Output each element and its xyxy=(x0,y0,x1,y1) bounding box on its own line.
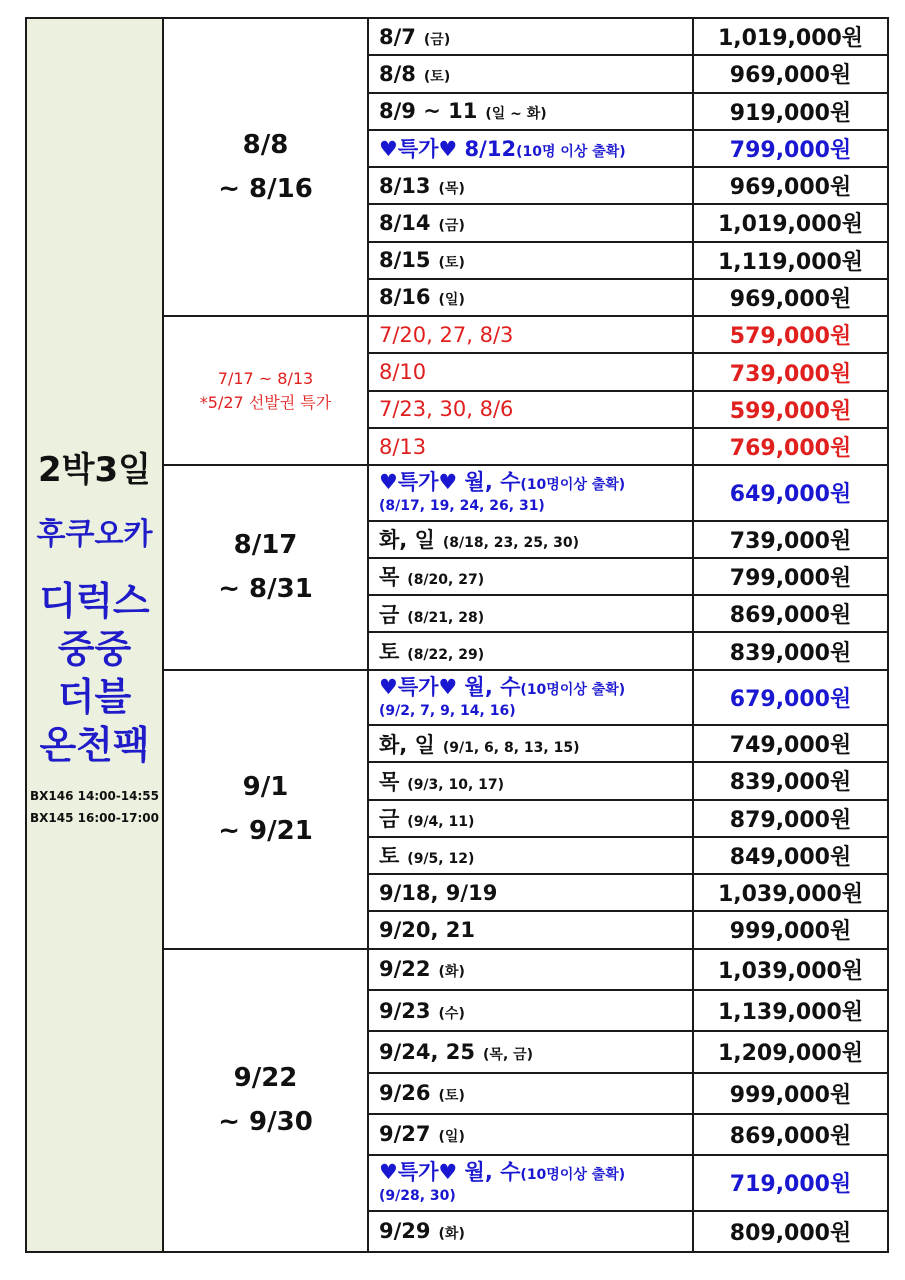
date-cell: 화, 일 (9/1, 6, 8, 13, 15) xyxy=(368,725,693,762)
date-cell: 9/24, 25 (목, 금) xyxy=(368,1031,693,1072)
date-cell: 9/27 (일) xyxy=(368,1114,693,1155)
period-cell: 7/17 ~ 8/13 *5/27 선발권 특가 xyxy=(163,316,368,465)
price-cell: 919,000원 xyxy=(693,93,888,130)
package-name: 디럭스 중중 더블 온천팩 xyxy=(39,578,150,767)
heart-icon: ♥ xyxy=(438,470,458,495)
price-cell: 1,039,000원 xyxy=(693,874,888,911)
heart-icon: ♥ xyxy=(438,137,458,162)
date-cell: 9/18, 9/19 xyxy=(368,874,693,911)
date-cell: 8/8 (토) xyxy=(368,55,693,92)
package-info-cell xyxy=(26,18,163,1252)
date-cell: 7/23, 30, 8/6 xyxy=(368,391,693,428)
price-cell: 799,000원 xyxy=(693,130,888,167)
date-cell: 토 (8/22, 29) xyxy=(368,632,693,669)
date-cell: 금 (8/21, 28) xyxy=(368,595,693,632)
date-cell: 8/15 (토) xyxy=(368,242,693,279)
heart-icon: ♥ xyxy=(438,674,458,699)
price-cell: 869,000원 xyxy=(693,595,888,632)
price-cell: 969,000원 xyxy=(693,279,888,316)
price-cell: 799,000원 xyxy=(693,558,888,595)
price-cell: 749,000원 xyxy=(693,725,888,762)
price-cell: 1,019,000원 xyxy=(693,204,888,241)
price-cell: 849,000원 xyxy=(693,837,888,874)
heart-icon: ♥ xyxy=(438,1160,458,1185)
price-cell: 1,139,000원 xyxy=(693,990,888,1031)
duration-label: 2박3일 xyxy=(37,449,152,490)
price-cell: 1,119,000원 xyxy=(693,242,888,279)
heart-icon: ♥ xyxy=(379,1160,398,1185)
date-cell: 8/14 (금) xyxy=(368,204,693,241)
price-cell: 999,000원 xyxy=(693,1073,888,1114)
price-cell: 1,209,000원 xyxy=(693,1031,888,1072)
price-cell: 839,000원 xyxy=(693,632,888,669)
price-cell: 869,000원 xyxy=(693,1114,888,1155)
date-cell: 8/7 (금) xyxy=(368,18,693,55)
special-date-cell: ♥특가♥ 8/12(10명 이상 출확) xyxy=(368,130,693,167)
price-cell: 719,000원 xyxy=(693,1155,888,1210)
period-cell: 9/1 ~ 9/21 xyxy=(163,670,368,949)
date-cell: 9/22 (화) xyxy=(368,949,693,990)
date-cell: 8/9 ~ 11 (일 ~ 화) xyxy=(368,93,693,130)
price-cell: 739,000원 xyxy=(693,353,888,390)
date-cell: 9/20, 21 xyxy=(368,911,693,948)
price-cell: 649,000원 xyxy=(693,465,888,520)
price-cell: 1,039,000원 xyxy=(693,949,888,990)
special-date-cell: ♥특가♥ 월, 수(10명이상 출확) (9/2, 7, 9, 14, 16) xyxy=(368,670,693,725)
city-name: 후쿠오카 xyxy=(36,516,153,552)
heart-icon: ♥ xyxy=(379,470,398,495)
special-date-cell: ♥특가♥ 월, 수(10명이상 출확) (9/28, 30) xyxy=(368,1155,693,1210)
price-cell: 739,000원 xyxy=(693,521,888,558)
price-cell: 999,000원 xyxy=(693,911,888,948)
price-cell: 599,000원 xyxy=(693,391,888,428)
price-cell: 839,000원 xyxy=(693,762,888,799)
price-table xyxy=(25,17,889,1253)
price-cell: 579,000원 xyxy=(693,316,888,353)
date-cell: 9/26 (토) xyxy=(368,1073,693,1114)
price-cell: 769,000원 xyxy=(693,428,888,465)
period-cell: 9/22 ~ 9/30 xyxy=(163,949,368,1252)
period-cell: 8/8 ~ 8/16 xyxy=(163,18,368,316)
date-cell: 토 (9/5, 12) xyxy=(368,837,693,874)
date-cell: 8/13 xyxy=(368,428,693,465)
flight-schedule: BX146 14:00-14:55 BX145 16:00-17:00 xyxy=(30,788,159,825)
date-cell: 9/23 (수) xyxy=(368,990,693,1031)
special-date-cell: ♥특가♥ 월, 수(10명이상 출확) (8/17, 19, 24, 26, 31) xyxy=(368,465,693,520)
period-cell: 8/17 ~ 8/31 xyxy=(163,465,368,669)
price-cell: 809,000원 xyxy=(693,1211,888,1253)
date-cell: 8/16 (일) xyxy=(368,279,693,316)
price-cell: 969,000원 xyxy=(693,55,888,92)
date-cell: 목 (9/3, 10, 17) xyxy=(368,762,693,799)
heart-icon: ♥ xyxy=(379,137,398,162)
date-cell: 7/20, 27, 8/3 xyxy=(368,316,693,353)
price-cell: 679,000원 xyxy=(693,670,888,725)
date-cell: 9/29 (화) xyxy=(368,1211,693,1253)
price-cell: 879,000원 xyxy=(693,800,888,837)
date-cell: 금 (9/4, 11) xyxy=(368,800,693,837)
date-cell: 목 (8/20, 27) xyxy=(368,558,693,595)
table-row xyxy=(26,18,888,55)
heart-icon: ♥ xyxy=(379,674,398,699)
date-cell: 8/13 (목) xyxy=(368,167,693,204)
date-cell: 8/10 xyxy=(368,353,693,390)
price-cell: 969,000원 xyxy=(693,167,888,204)
price-cell: 1,019,000원 xyxy=(693,18,888,55)
date-cell: 화, 일 (8/18, 23, 25, 30) xyxy=(368,521,693,558)
